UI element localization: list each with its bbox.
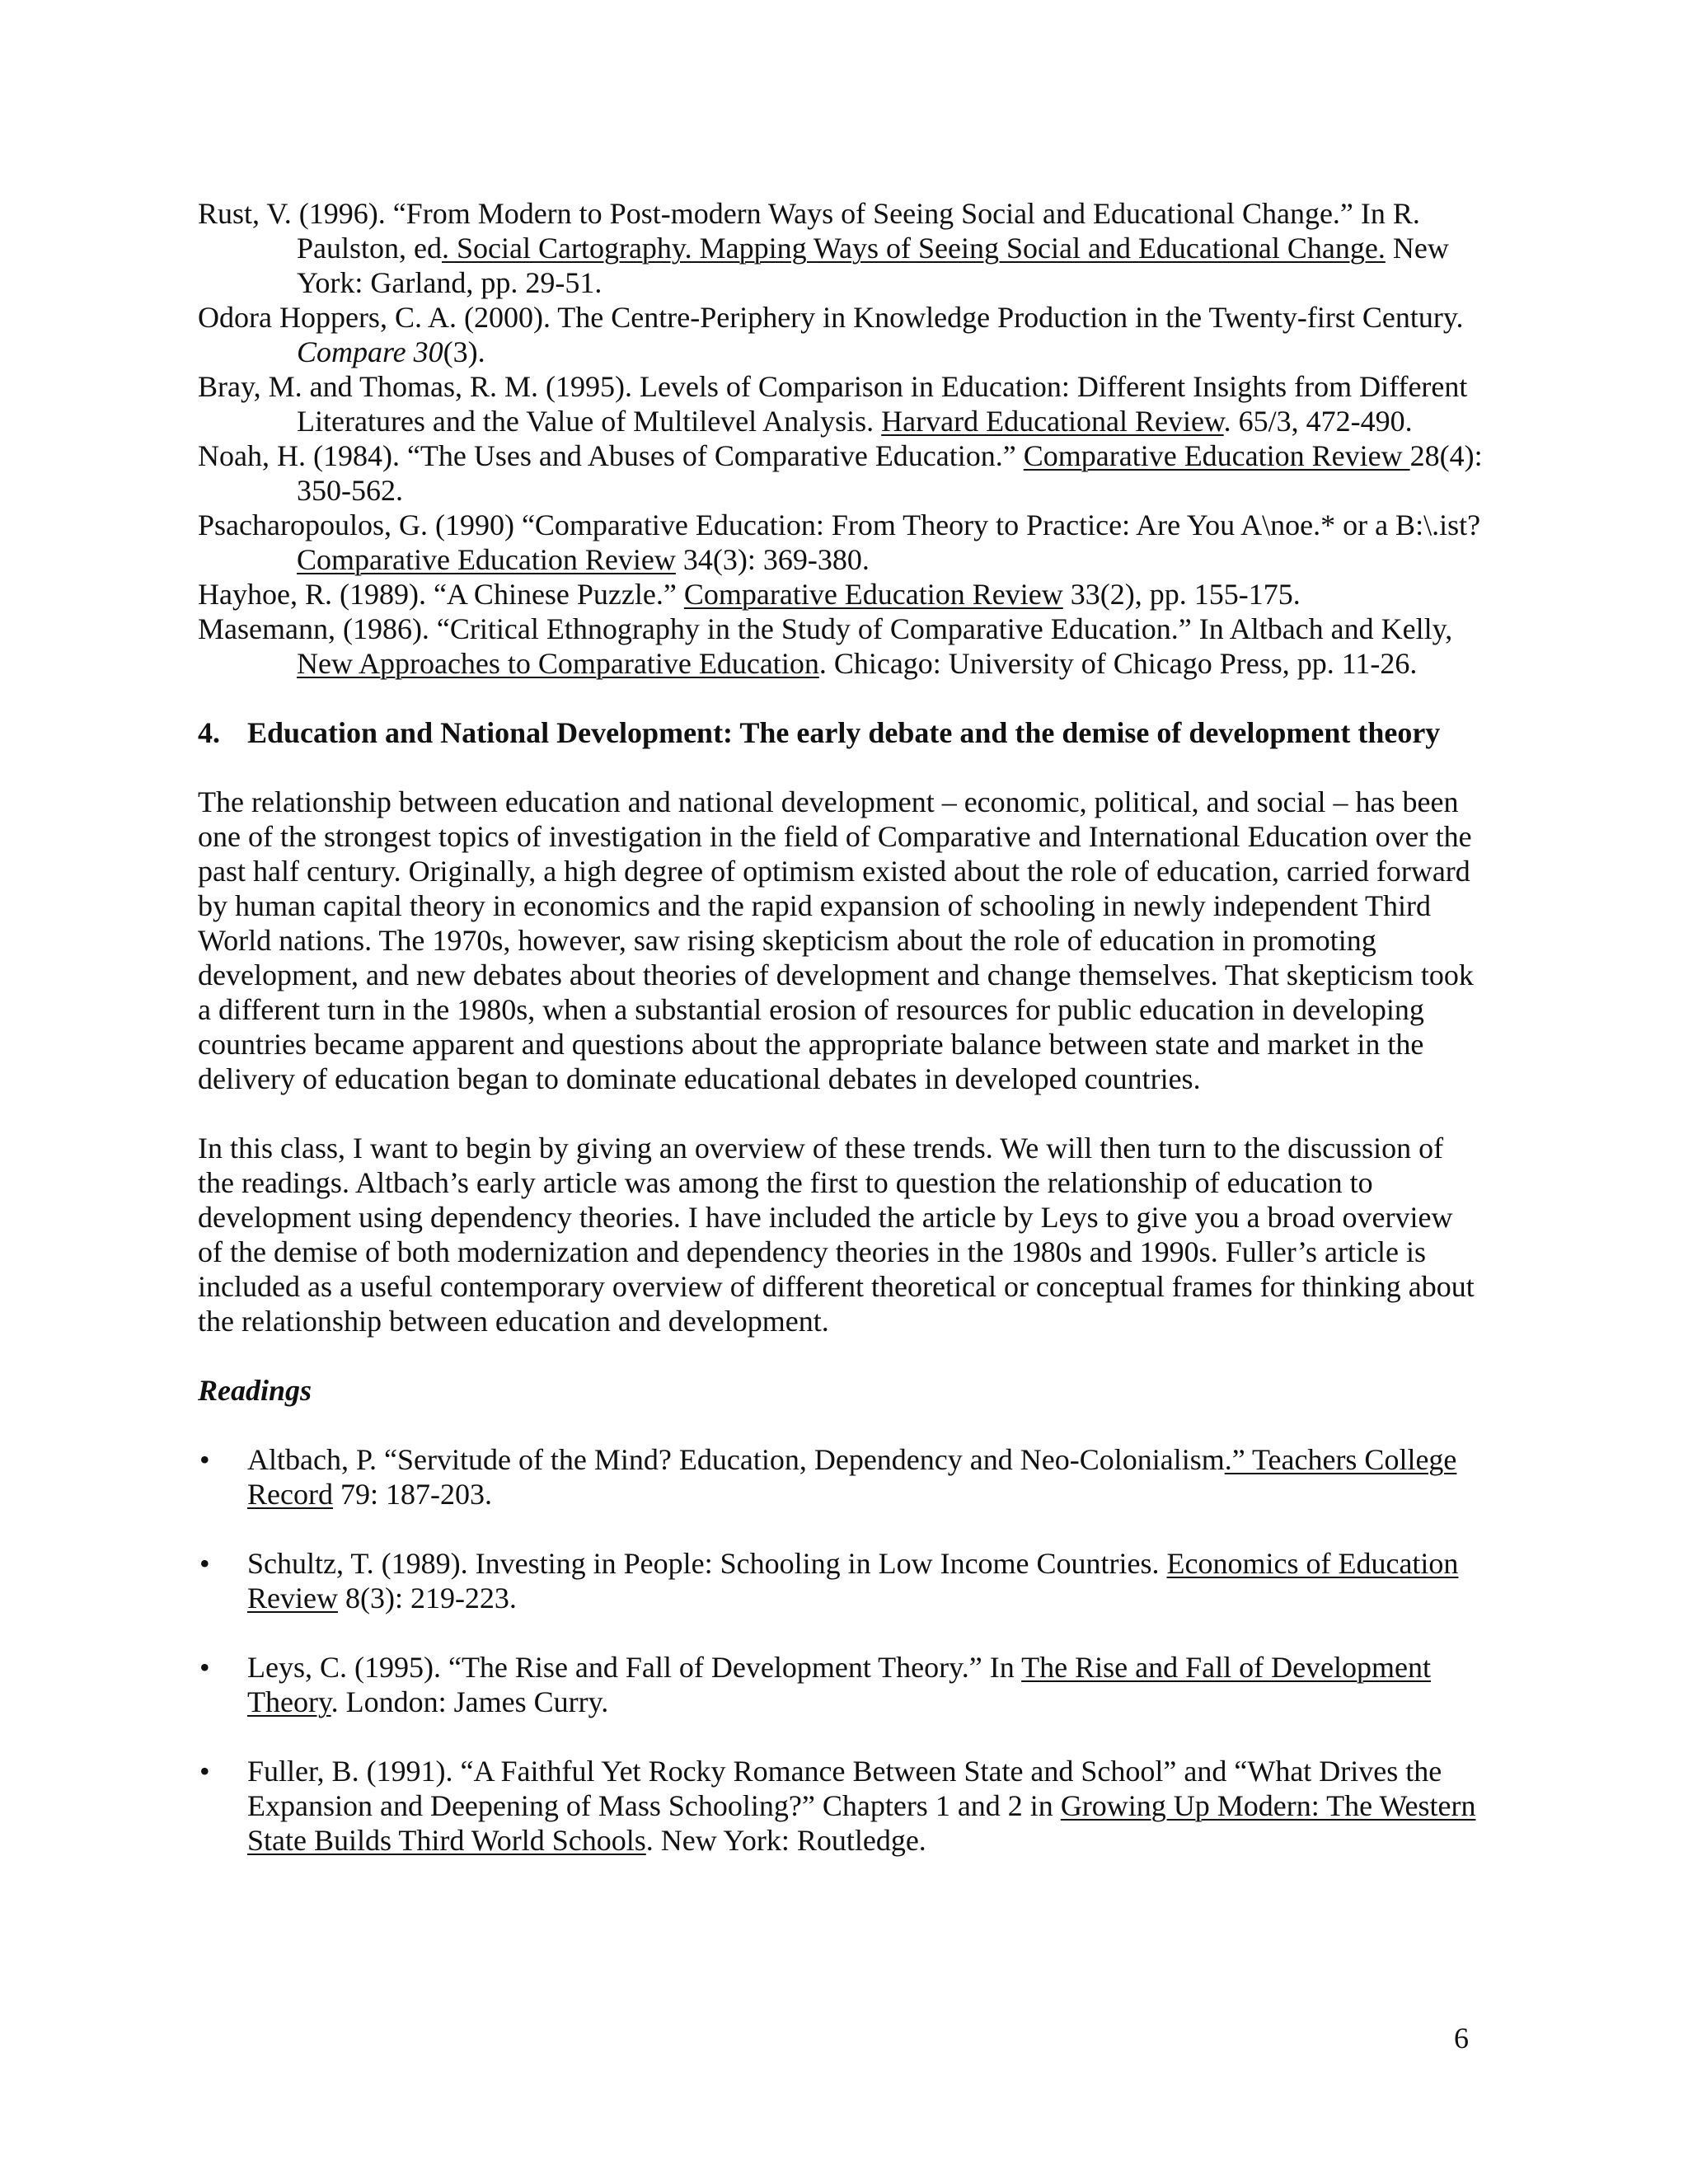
reference-entry (198, 438, 1484, 508)
reading-source: Economics of Education Review (247, 1547, 1459, 1615)
reference-entry (198, 300, 1484, 369)
reference-entry (198, 369, 1484, 438)
reference-source: Comparative Education Review (1023, 439, 1410, 472)
reading-details: 8(3): 219-223. (337, 1582, 517, 1615)
reading-details: . London: James Curry. (331, 1685, 609, 1718)
page-content (198, 196, 1484, 1892)
reference-details: New York: Garland, pp. 29-51. (297, 232, 1449, 299)
body-paragraph: In this class, I want to begin by giving an overview of these trends. We will then turn to the discussion of the readings. Altbach’s early article was among the first to question the relationship of education to development using dependency theories. I have included the article by Leys to give you a broad overview of the demise of both modernization and dependency theories in the 1980s and 1990s. Fuller’s article is included as a useful contemporary overview of different theoretical or conceptual frames for thinking about the relationship between education and development. (198, 1132, 1475, 1338)
reading-item (198, 1546, 1484, 1615)
reference-details: (3). (443, 335, 485, 368)
reference-text: Masemann, (1986). “Critical Ethnography in the Study of Comparative Education.” In Altbach and Kelly, (198, 612, 1453, 645)
reference-source: Compare 30 (297, 335, 443, 368)
bullet-icon: • (199, 1443, 210, 1476)
reference-source: Harvard Educational Review (881, 405, 1224, 438)
reference-details: . 65/3, 472-490. (1223, 405, 1413, 438)
reading-item (198, 1650, 1484, 1719)
reference-text: Hayhoe, R. (1989). “A Chinese Puzzle.” (198, 578, 684, 611)
section-title: Education and National Development: The early debate and the demise of development theory (247, 716, 1441, 749)
reading-details: 79: 187-203. (332, 1478, 492, 1511)
reference-entry (198, 577, 1484, 612)
reference-entry (198, 196, 1484, 300)
reference-source: Comparative Education Review (297, 543, 676, 576)
reference-text: Noah, H. (1984). “The Uses and Abuses of Comparative Education.” (198, 439, 1024, 472)
reading-text: Altbach, P. “Servitude of the Mind? Education, Dependency and Neo-Colonialism (247, 1443, 1225, 1476)
reference-text: Bray, M. and Thomas, R. M. (1995). Levels of Comparison in Education: Different Insights from Different Literatures and the Value of Multilevel Analysis. (198, 370, 1468, 438)
reading-source: The Rise and Fall of Development Theory (247, 1651, 1432, 1718)
reading-text: Fuller, B. (1991). “A Faithful Yet Rocky Romance Between State and School” and “What Drives the Expansion and Deepening of Mass Schooling?” Chapters 1 and 2 in (247, 1755, 1442, 1822)
reading-text: Schultz, T. (1989). Investing in People: Schooling in Low Income Countries. (247, 1547, 1167, 1580)
reference-details: . Chicago: University of Chicago Press, pp. 11-26. (818, 647, 1418, 680)
reference-source: Comparative Education Review (683, 578, 1063, 611)
reference-details: 33(2), pp. 155-175. (1062, 578, 1301, 611)
reference-source: New Approaches to Comparative Education (297, 647, 819, 680)
section-number: 4. (198, 716, 220, 749)
bullet-icon: • (199, 1547, 210, 1580)
reference-details: 28(4): 350-562. (297, 439, 1483, 507)
reference-details: 34(3): 369-380. (675, 543, 870, 576)
page-number: 6 (1454, 2022, 1469, 2055)
readings-list (198, 1442, 1484, 1858)
reference-entry (198, 508, 1484, 577)
bullet-icon: • (199, 1755, 210, 1788)
reference-text: Psacharopoulos, G. (1990) “Comparative Education: From Theory to Practice: Are You A\noe.* or a B:\.ist? (198, 509, 1481, 541)
reading-text: Leys, C. (1995). “The Rise and Fall of Development Theory.” In (247, 1651, 1022, 1684)
reference-entry (198, 612, 1484, 681)
reading-source: Growing Up Modern: The Western State Builds Third World Schools (247, 1789, 1476, 1857)
readings-heading: Readings (198, 1374, 312, 1407)
body-paragraph: The relationship between education and national development – economic, political, and social – has been one of the strongest topics of investigation in the field of Comparative and International Education over the past half century. Originally, a high degree of optimism existed about the role of education, carried forward by human capital theory in economics and the rapid expansion of schooling in newly independent Third World nations. The 1970s, however, saw rising skepticism about the role of education in promoting development, and new debates about theories of development and change themselves. That skepticism took a different turn in the 1980s, when a substantial erosion of resources for public education in developing countries became apparent and questions about the appropriate balance between state and market in the delivery of education began to dominate educational debates in developed countries. (198, 785, 1474, 1095)
bullet-icon: • (199, 1651, 210, 1684)
reading-source: .” Teachers College Record (247, 1443, 1457, 1511)
reference-source: . Social Cartography. Mapping Ways of Seeing Social and Educational Change. (442, 232, 1386, 265)
reference-text: Odora Hoppers, C. A. (2000). The Centre-Periphery in Knowledge Production in the Twenty-first Century. (198, 301, 1464, 334)
reading-item (198, 1754, 1484, 1858)
reading-details: . New York: Routledge. (645, 1824, 926, 1857)
reference-text: Rust, V. (1996). “From Modern to Post-modern Ways of Seeing Social and Educational Change.” In R. Paulston, ed (198, 197, 1420, 265)
reference-list (198, 196, 1484, 681)
reading-item (198, 1442, 1484, 1511)
section-heading (198, 715, 1484, 750)
